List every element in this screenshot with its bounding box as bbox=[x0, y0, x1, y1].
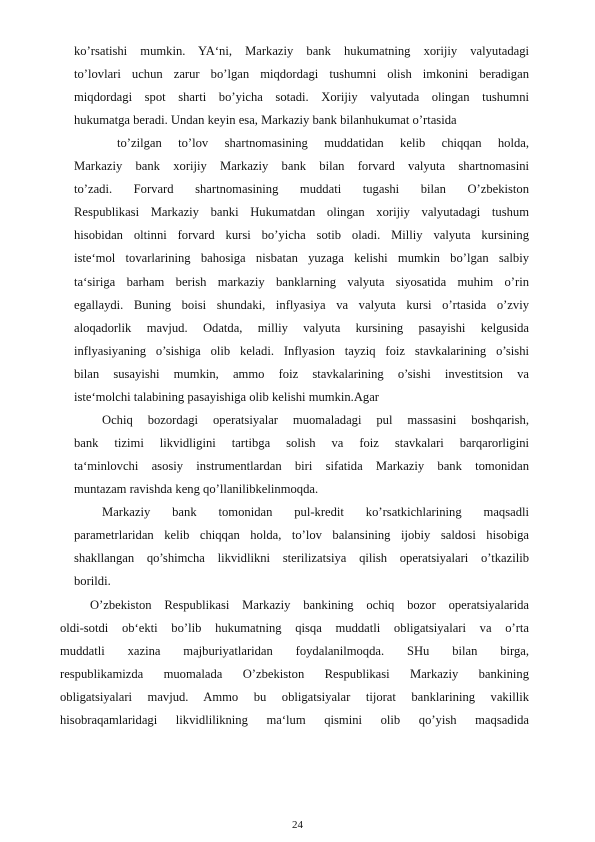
text-line: ta‘siriga barham berish markaziy banklarning valyuta siyosatida muhim o’rin bbox=[74, 274, 529, 289]
text-line: to’zilgan to’lov shartnomasining muddatidan kelib chiqqan holda, bbox=[117, 136, 529, 150]
text-line: aloqadorlik mavjud. Odatda, milliy valyuta kursining pasayishi kelgusida bbox=[74, 320, 529, 335]
text-line: iste‘mol tovarlarining bahosiga nisbatan yuzaga kelishi mumkin bo’lgan salbiy bbox=[74, 251, 529, 266]
text-line: respublikamizda muomalada O’zbekiston Respublikasi Markaziy bankining bbox=[60, 667, 529, 682]
text-line: ko’rsatishi mumkin. YA‘ni, Markaziy bank hukumatning xorijiy valyutadagi bbox=[74, 44, 529, 58]
text-line: Ochiq bozordagi operatsiyalar muomaladagi pul massasini boshqarish, bbox=[102, 413, 529, 427]
text-line: bank tizimi likvidligini tartibga solish va foiz stavkalari barqarorligini bbox=[74, 436, 529, 451]
paragraph-1 bbox=[74, 40, 529, 132]
text-line: oldi-sotdi ob‘ekti bo’lib hukumatning qisqa muddatli obligatsiyalari va o’rta bbox=[60, 621, 529, 636]
text-line: borildi. bbox=[74, 574, 111, 589]
text-line: miqdordagi spot sharti bo’yicha sotadi. Xorijiy valyutada olingan tushumni bbox=[74, 90, 529, 105]
text-line: bilan susayishi mumkin, ammo foiz stavkalarining o’sishi investitsion va bbox=[74, 366, 529, 381]
text-line: Respublikasi Markaziy banki Hukumatdan olingan xorijiy valyutadagi tushum bbox=[74, 205, 529, 220]
text-line: O’zbekiston Respublikasi Markaziy bankining ochiq bozor operatsiyalarida bbox=[90, 598, 529, 612]
text-line: obligatsiyalari mavjud. Ammo bu obligatsiyalar tijorat banklarining vakillik bbox=[60, 690, 529, 705]
text-line: hukumatga beradi. Undan keyin esa, Markaziy bank bilanhukumat o’rtasida bbox=[74, 113, 457, 128]
text-line: hisobidan oltinni forvard kursi bo’yicha sotib oladi. Milliy valyuta kursining bbox=[74, 228, 529, 243]
text-line: muddatli xazina majburiyatlaridan foydalanilmoqda. SHu bilan birga, bbox=[60, 644, 529, 659]
text-line: Markaziy bank tomonidan pul-kredit ko’rsatkichlarining maqsadli bbox=[102, 505, 529, 519]
text-line: iste‘molchi talabining pasayishiga olib kelishi mumkin.Agar bbox=[74, 390, 379, 405]
text-line: shakllangan qo’shimcha likvidlikni sterilizatsiya qilish operatsiyalari o’tkazilib bbox=[74, 551, 529, 566]
text-line: parametrlaridan kelib chiqqan holda, to’lov balansining ijobiy saldosi hisobiga bbox=[74, 528, 529, 543]
text-line: Markaziy bank xorijiy Markaziy bank bilan forvard valyuta shartnomasini bbox=[74, 159, 529, 174]
text-line: egallaydi. Buning boisi shundaki, inflyasiya va valyuta kursi o’rtasida o’zviy bbox=[74, 297, 529, 312]
text-line: to’lovlari uchun zarur bo’lgan miqdordagi tushumni olish imkonini beradigan bbox=[74, 67, 529, 82]
text-line: to’zadi. Forvard shartnomasining muddati tugashi bilan O’zbekiston bbox=[74, 182, 529, 197]
paragraph-2 bbox=[74, 132, 529, 409]
text-line: inflyasiyaning o’sishiga olib keladi. Inflyasion tayziq foiz stavkalarining o’sishi bbox=[74, 343, 529, 358]
paragraph-4 bbox=[74, 501, 529, 593]
paragraph-3 bbox=[74, 409, 529, 501]
page-number: 24 bbox=[292, 819, 303, 831]
text-line: muntazam ravishda keng qo’llanilibkelinmoqda. bbox=[74, 482, 319, 497]
paragraph-5 bbox=[60, 594, 529, 733]
text-line: ta‘minlovchi asosiy instrumentlardan biri sifatida Markaziy bank tomonidan bbox=[74, 459, 529, 474]
text-line: hisobraqamlaridagi likvidlilikning ma‘lum qismini olib qo’yish maqsadida bbox=[60, 713, 529, 728]
